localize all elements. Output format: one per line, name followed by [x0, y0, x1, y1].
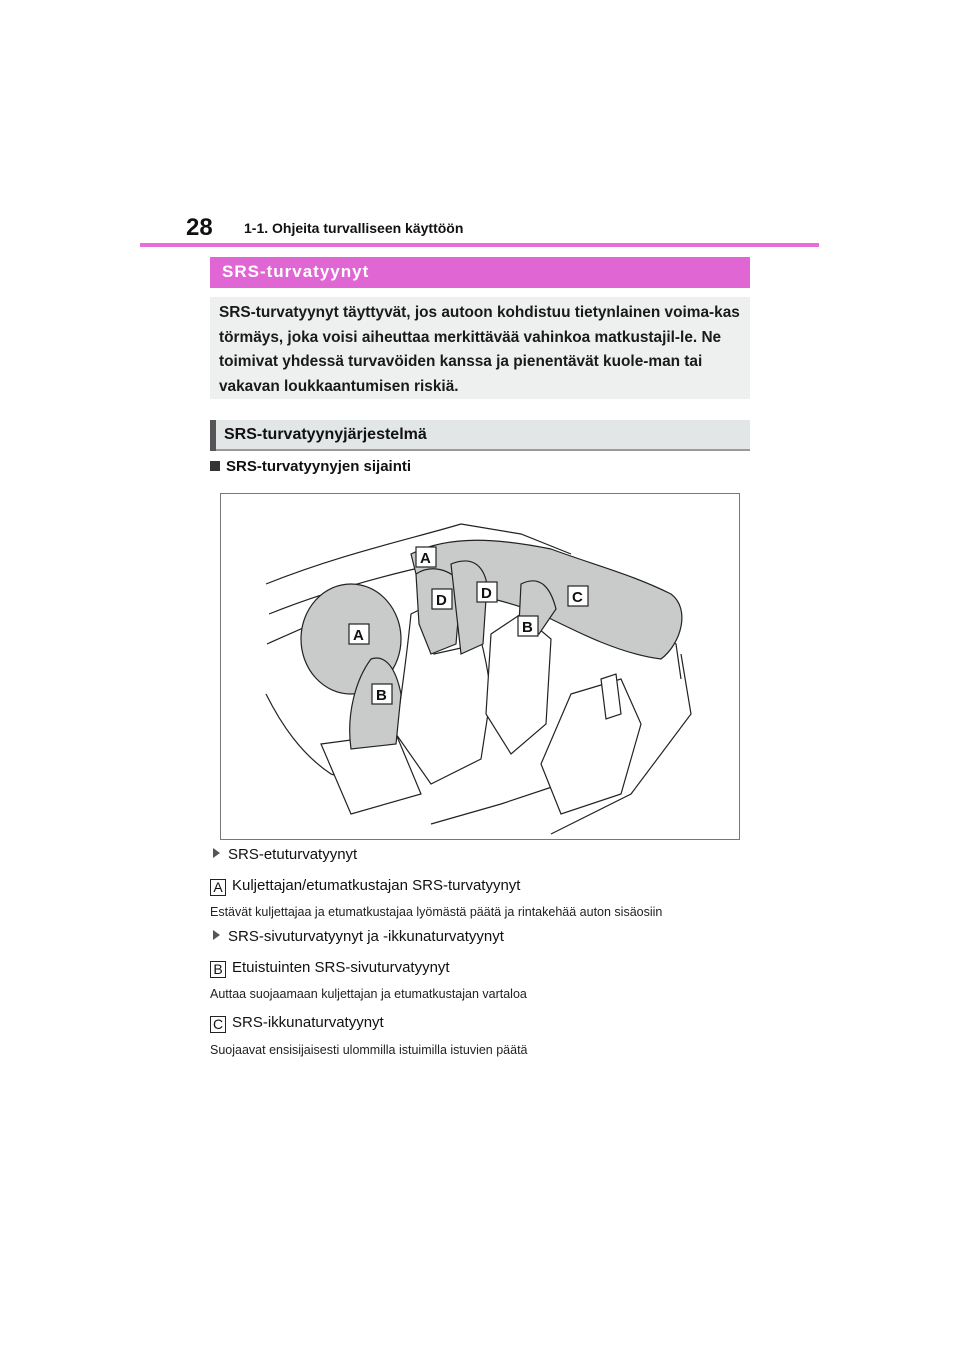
- svg-text:B: B: [376, 687, 387, 704]
- running-title: 1-1. Ohjeita turvalliseen käyttöön: [244, 220, 464, 236]
- svg-text:C: C: [572, 589, 583, 606]
- item-c-description: Suojaavat ensisijaisesti ulommilla istuimilla istuvien päätä: [210, 1043, 528, 1057]
- front-airbags-heading-text: SRS-etuturvatyynyt: [228, 846, 358, 863]
- location-heading-text: SRS-turvatyynyjen sijainti: [226, 458, 412, 475]
- subsection-title: SRS-turvatyynyjärjestelmä: [224, 426, 427, 443]
- item-b-title: Etuistuinten SRS-sivuturvatyynyt: [232, 959, 450, 976]
- section-title: SRS-turvatyynyt: [222, 262, 370, 281]
- item-c-label: C: [210, 1016, 226, 1033]
- svg-text:B: B: [522, 619, 533, 636]
- intro-text: SRS-turvatyynyt täyttyvät, jos autoon kohdistuu tietynlainen voima-kas törmäys, joka voisi aiheuttaa merkittävää vahinkoa matkustajil-le. Ne toimivat yhdessä turvavöiden kanssa ja pienentävät kuole-man tai vakavan loukkaantumisen riskiä.: [219, 304, 740, 395]
- item-b: [210, 958, 450, 978]
- car-interior-illustration: [221, 494, 741, 841]
- item-a: [210, 876, 520, 896]
- figure-label-d-left: [432, 589, 452, 609]
- figure-label-b-right: [518, 616, 538, 636]
- figure-label-b-left: [372, 684, 392, 704]
- svg-text:D: D: [436, 592, 447, 609]
- intro-box: [210, 297, 750, 399]
- side-airbags-heading-text: SRS-sivuturvatyynyt ja -ikkunaturvatyynyt: [228, 928, 504, 945]
- figure-label-c: [568, 586, 588, 606]
- subsection-marker: [210, 420, 216, 451]
- subsection-title-bar: [210, 420, 750, 451]
- figure-label-a-top: [416, 547, 436, 567]
- item-b-label: B: [210, 961, 226, 978]
- side-airbags-heading: [213, 927, 504, 947]
- arrow-bullet-icon: [213, 848, 220, 858]
- figure-label-d-right: [477, 582, 497, 602]
- item-c: [210, 1013, 384, 1033]
- item-a-description: Estävät kuljettajaa ja etumatkustajaa lyömästä päätä ja rintakehää auton sisäosiin: [210, 905, 663, 919]
- page-number: 28: [186, 214, 213, 241]
- square-bullet-icon: [210, 461, 220, 471]
- airbag-location-figure: [220, 493, 740, 840]
- svg-text:D: D: [481, 585, 492, 602]
- header-rule: [140, 243, 819, 247]
- figure-label-a-front: [349, 624, 369, 644]
- section-title-bar: [210, 257, 750, 288]
- arrow-bullet-icon: [213, 930, 220, 940]
- front-airbags-heading: [213, 845, 357, 865]
- svg-text:A: A: [420, 550, 431, 567]
- item-b-description: Auttaa suojaamaan kuljettajan ja etumatkustajan vartaloa: [210, 987, 527, 1001]
- item-c-title: SRS-ikkunaturvatyynyt: [232, 1014, 384, 1031]
- location-heading: [210, 457, 411, 477]
- svg-text:A: A: [353, 627, 364, 644]
- item-a-label: A: [210, 879, 226, 896]
- item-a-title: Kuljettajan/etumatkustajan SRS-turvatyynyt: [232, 877, 521, 894]
